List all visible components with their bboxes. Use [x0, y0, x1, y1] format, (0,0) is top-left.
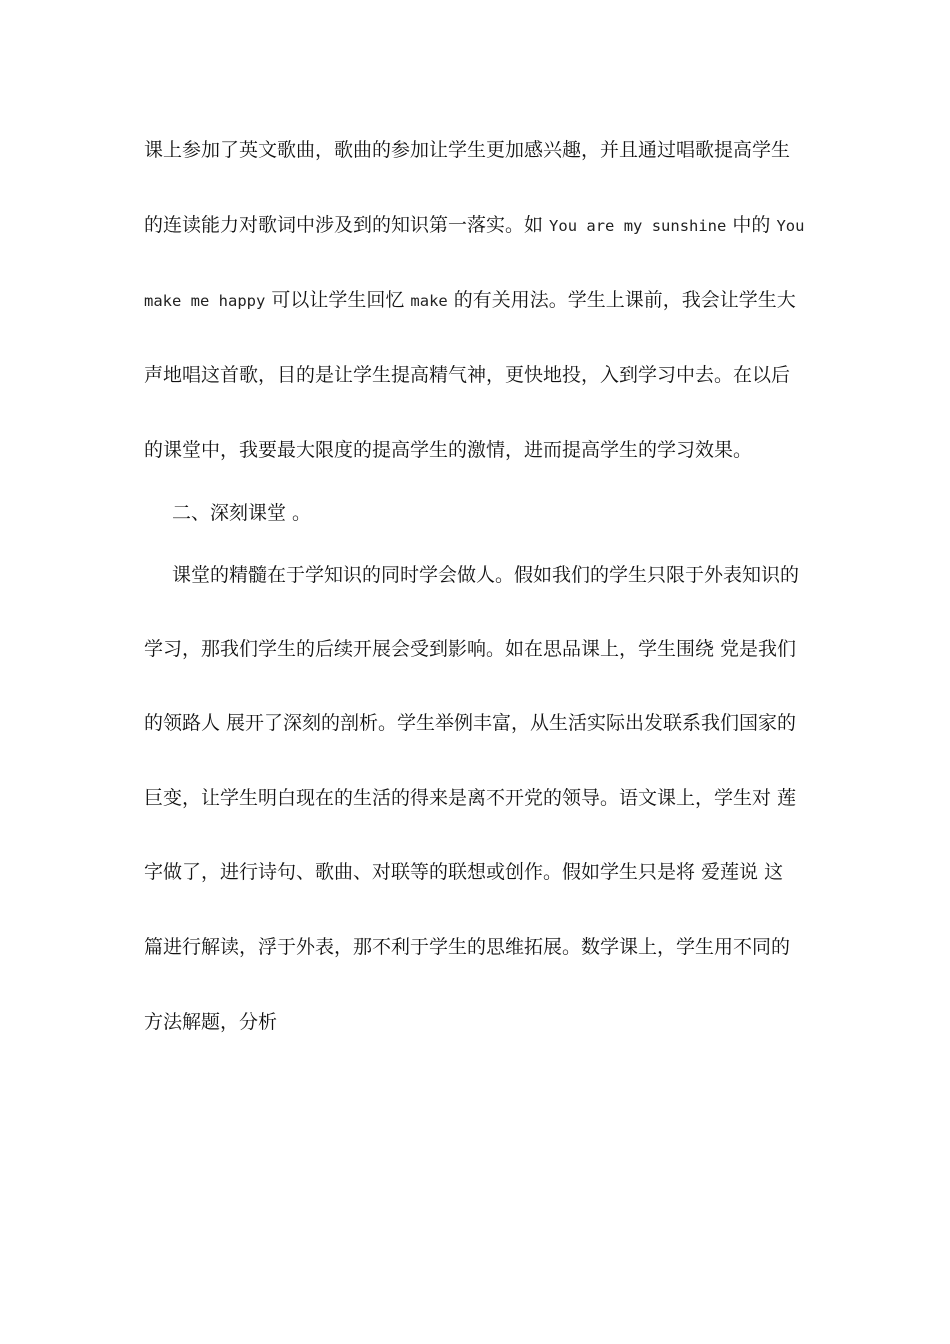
- paragraph-2-line-2: 学习，那我们学生的后续开展会受到影响。如在思品课上，学生围绕 党是我们: [144, 638, 797, 660]
- paragraph-2-line-5: 字做了，进行诗句、歌曲、对联等的联想或创作。假如学生只是将 爱莲说 这: [144, 861, 784, 883]
- paragraph-1-line-4: 声地唱这首歌，目的是让学生提高精气神，更快地投，入到学习中去。在以后: [144, 364, 791, 386]
- english-lyric: You are my sunshine: [549, 217, 727, 235]
- paragraph-1-line-2: [144, 212, 804, 239]
- paragraph-1-line-5: 的课堂中，我要最大限度的提高学生的激情，进而提高学生的学习效果。: [144, 439, 753, 461]
- text-segment: 的连读能力对歌词中涉及到的知识第一落实。如: [144, 214, 550, 236]
- paragraph-1-line-1: 课上参加了英文歌曲，歌曲的参加让学生更加感兴趣，并且通过唱歌提高学生: [144, 139, 791, 161]
- paragraph-2-line-7: 方法解题，分析: [144, 1011, 278, 1033]
- paragraph-1-line-3: [144, 287, 796, 314]
- text-segment: 的有关用法。学生上课前，我会让学生大: [447, 289, 796, 311]
- paragraph-2-line-1: 课堂的精髓在于学知识的同时学会做人。假如我们的学生只限于外表知识的: [172, 564, 800, 586]
- paragraph-2-line-6: 篇进行解读，浮于外表，那不利于学生的思维拓展。数学课上，学生用不同的: [144, 936, 791, 958]
- text-segment: 可以让学生回忆: [265, 289, 411, 311]
- english-word: make: [410, 292, 448, 310]
- text-segment: 中的: [726, 214, 777, 236]
- english-lyric: make me happy: [144, 292, 266, 310]
- english-word: You: [776, 217, 805, 235]
- paragraph-2-line-3: 的领路人 展开了深刻的剖析。学生举例丰富，从生活实际出发联系我们国家的: [144, 712, 797, 734]
- section-heading: 二、深刻课堂 。: [172, 502, 312, 524]
- paragraph-2-line-4: 巨变，让学生明白现在的生活的得来是离不开党的领导。语文课上，学生对 莲: [144, 787, 797, 809]
